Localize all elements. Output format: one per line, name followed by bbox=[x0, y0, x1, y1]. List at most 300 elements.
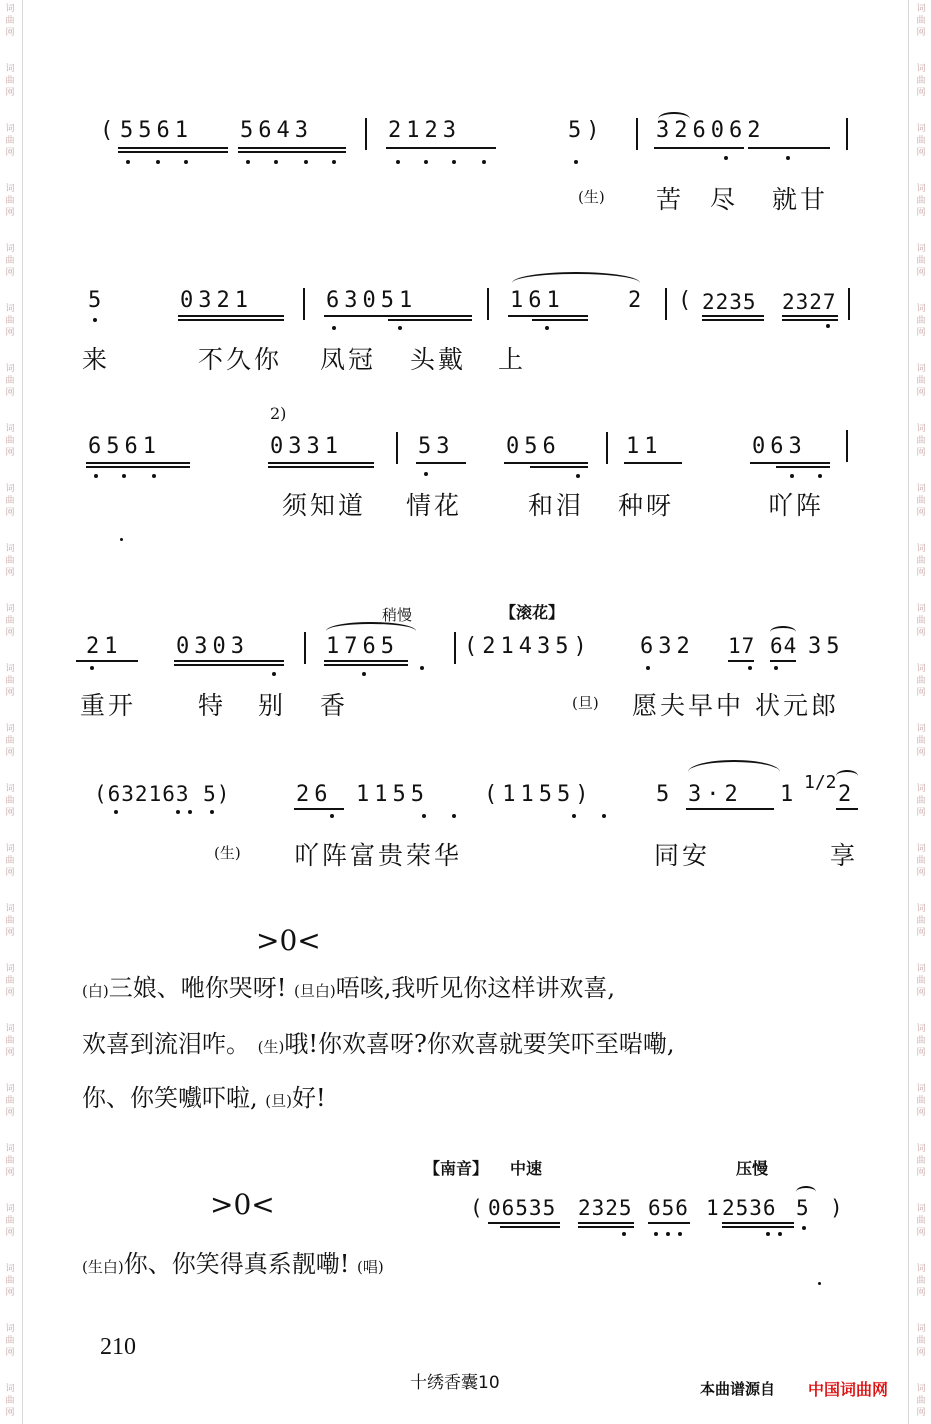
low-dot bbox=[332, 160, 336, 164]
watermark-glyph: 曲 bbox=[5, 1156, 15, 1166]
watermark-glyph: 曲 bbox=[5, 196, 15, 206]
underline bbox=[686, 808, 774, 810]
notation-group: 161 bbox=[510, 288, 565, 313]
watermark-glyph: 网 bbox=[916, 988, 926, 998]
underline bbox=[268, 466, 374, 468]
tie-arc bbox=[658, 112, 690, 126]
watermark-glyph: 词 bbox=[5, 1324, 15, 1334]
watermark-glyph: 词 bbox=[916, 124, 926, 134]
watermark-glyph: 网 bbox=[916, 808, 926, 818]
watermark-glyph: 曲 bbox=[916, 856, 926, 866]
watermark-glyph: 曲 bbox=[5, 856, 15, 866]
low-dot bbox=[274, 160, 278, 164]
low-dot bbox=[398, 326, 402, 330]
section-mark: 【南音】 bbox=[424, 1159, 489, 1178]
low-dot bbox=[94, 474, 98, 478]
underline bbox=[76, 660, 138, 662]
watermark-glyph: 网 bbox=[5, 88, 15, 98]
lyric: 吖阵富贵荣华 bbox=[294, 841, 463, 870]
lyric: 重开 bbox=[80, 691, 137, 720]
watermark-glyph: 网 bbox=[916, 868, 926, 878]
underline bbox=[324, 664, 408, 666]
watermark-glyph: 词 bbox=[916, 964, 926, 974]
notation-group: 35 bbox=[808, 634, 845, 659]
underline bbox=[174, 660, 284, 662]
notation-group: ( bbox=[470, 1196, 484, 1220]
watermark-glyph: 曲 bbox=[5, 376, 15, 386]
separator-marker: >0< bbox=[256, 924, 321, 957]
watermark-glyph: 曲 bbox=[916, 196, 926, 206]
low-dot bbox=[362, 672, 366, 676]
low-dot bbox=[452, 814, 456, 818]
watermark-glyph: 词 bbox=[916, 1264, 926, 1274]
notation-group: 6561 bbox=[88, 434, 161, 459]
watermark-glyph: 网 bbox=[5, 688, 15, 698]
notation-group: 5 bbox=[796, 1196, 810, 1220]
notation-group: 0303 bbox=[176, 634, 249, 659]
notation-group: 3·2 bbox=[688, 782, 743, 807]
low-dot bbox=[424, 160, 428, 164]
notation-group: 21 bbox=[86, 634, 123, 659]
watermark-glyph: 词 bbox=[5, 184, 15, 194]
prose-line-4 bbox=[82, 1250, 384, 1281]
low-dot bbox=[778, 1232, 782, 1236]
barline bbox=[846, 118, 848, 150]
watermark-glyph: 网 bbox=[916, 568, 926, 578]
watermark-glyph: 曲 bbox=[5, 16, 15, 26]
watermark-glyph: 曲 bbox=[916, 436, 926, 446]
low-dot bbox=[666, 1232, 670, 1236]
notation-group: 1155 bbox=[356, 782, 429, 807]
barline bbox=[365, 118, 367, 150]
low-dot bbox=[93, 318, 97, 322]
notation-group: 2327 bbox=[782, 290, 837, 314]
low-dot bbox=[176, 810, 180, 814]
underline bbox=[174, 664, 284, 666]
underline bbox=[648, 1222, 690, 1224]
lyric: 头戴 bbox=[410, 345, 467, 374]
underline bbox=[238, 151, 346, 153]
low-dot bbox=[90, 666, 94, 670]
watermark-glyph: 网 bbox=[916, 508, 926, 518]
lyric: 香 bbox=[320, 691, 349, 720]
low-dot bbox=[678, 1232, 682, 1236]
notation-group: 5) bbox=[568, 118, 605, 143]
watermark-glyph: 词 bbox=[5, 244, 15, 254]
underline bbox=[654, 147, 744, 149]
watermark-glyph: 词 bbox=[916, 484, 926, 494]
watermark-glyph: 曲 bbox=[916, 1096, 926, 1106]
watermark-glyph: 网 bbox=[5, 928, 15, 938]
underline bbox=[722, 1226, 794, 1228]
lyric: 来 bbox=[82, 345, 111, 374]
role-label: (唱) bbox=[357, 1258, 384, 1276]
watermark-glyph: 词 bbox=[916, 1384, 926, 1394]
low-dot bbox=[826, 324, 830, 328]
watermark-glyph: 网 bbox=[916, 328, 926, 338]
watermark-glyph: 词 bbox=[5, 904, 15, 914]
dialogue-text: 哦!你欢喜呀?你欢喜就要笑吓至啱嘞, bbox=[284, 1030, 675, 1058]
watermark-glyph: 曲 bbox=[916, 1036, 926, 1046]
watermark-glyph: 曲 bbox=[5, 316, 15, 326]
lyric: 特 bbox=[198, 691, 227, 720]
watermark-glyph: 网 bbox=[916, 928, 926, 938]
watermark-glyph: 网 bbox=[5, 1168, 15, 1178]
watermark-glyph: 词 bbox=[916, 1324, 926, 1334]
lyric: 上 bbox=[498, 345, 527, 374]
notation-group: 5 bbox=[656, 782, 675, 807]
dialogue-text: 好! bbox=[292, 1084, 326, 1112]
watermark-glyph: 曲 bbox=[916, 676, 926, 686]
lyric: 须知道 bbox=[282, 491, 367, 520]
watermark-glyph: 曲 bbox=[5, 736, 15, 746]
watermark-glyph: 网 bbox=[916, 1348, 926, 1358]
watermark-glyph: 曲 bbox=[916, 316, 926, 326]
lyric: 尽 bbox=[710, 185, 739, 214]
watermark-glyph: 词 bbox=[916, 784, 926, 794]
watermark-glyph: 词 bbox=[916, 544, 926, 554]
lyric: 别 bbox=[258, 691, 287, 720]
watermark-glyph: 曲 bbox=[5, 1036, 15, 1046]
low-dot bbox=[602, 814, 606, 818]
watermark-glyph: 网 bbox=[5, 868, 15, 878]
notation-group: ( bbox=[678, 288, 697, 313]
low-dot bbox=[422, 814, 426, 818]
open-paren: ( bbox=[100, 118, 119, 143]
notation-group: 326062 bbox=[656, 118, 766, 143]
watermark-glyph: 词 bbox=[5, 1144, 15, 1154]
watermark-glyph: 网 bbox=[916, 628, 926, 638]
watermark-glyph: 网 bbox=[916, 388, 926, 398]
watermark-glyph: 网 bbox=[916, 1108, 926, 1118]
section-mark: 【滚花】 bbox=[500, 603, 565, 622]
lyric: 同安 bbox=[654, 841, 711, 870]
underline bbox=[748, 147, 830, 149]
low-dot bbox=[482, 160, 486, 164]
barline bbox=[396, 432, 398, 464]
barline bbox=[665, 288, 667, 320]
watermark-glyph: 网 bbox=[916, 1168, 926, 1178]
lyric: 凤冠 bbox=[320, 345, 377, 374]
watermark-glyph: 网 bbox=[5, 628, 15, 638]
underline bbox=[178, 319, 284, 321]
notation-group: 64 bbox=[770, 634, 798, 658]
notation-group: (632163 5) bbox=[94, 782, 231, 806]
watermark-glyph: 网 bbox=[916, 1408, 926, 1418]
underline bbox=[578, 1226, 634, 1228]
notation-group: 53 bbox=[418, 434, 455, 459]
underline bbox=[118, 147, 228, 149]
watermark-glyph: 词 bbox=[5, 4, 15, 14]
watermark-glyph: 词 bbox=[916, 1084, 926, 1094]
dialogue-text: 欢喜到流泪咋。 bbox=[82, 1030, 250, 1058]
low-dot bbox=[790, 474, 794, 478]
watermark-glyph: 词 bbox=[916, 1024, 926, 1034]
watermark-glyph: 曲 bbox=[916, 736, 926, 746]
notation-group: 1 bbox=[706, 1196, 720, 1220]
watermark-glyph: 词 bbox=[916, 424, 926, 434]
watermark-glyph: 曲 bbox=[5, 916, 15, 926]
low-dot bbox=[748, 666, 752, 670]
watermark-glyph: 词 bbox=[916, 64, 926, 74]
watermark-glyph: 词 bbox=[5, 484, 15, 494]
watermark-glyph: 曲 bbox=[5, 436, 15, 446]
watermark-glyph: 词 bbox=[916, 4, 926, 14]
notation-group: 656 bbox=[648, 1196, 689, 1220]
lyric: 享 bbox=[830, 841, 859, 870]
watermark-glyph: 网 bbox=[5, 508, 15, 518]
watermark-glyph: 网 bbox=[916, 1288, 926, 1298]
watermark-glyph: 词 bbox=[5, 1204, 15, 1214]
source-label: 本曲谱源自 bbox=[700, 1380, 776, 1398]
watermark-glyph: 网 bbox=[916, 268, 926, 278]
watermark-glyph: 曲 bbox=[916, 1396, 926, 1406]
barline bbox=[454, 632, 456, 664]
dialogue-text: 三娘、咃你哭呀! bbox=[108, 974, 287, 1002]
watermark-glyph: 词 bbox=[916, 844, 926, 854]
lyric: 愿夫早中 状元郎 bbox=[632, 691, 839, 720]
watermark-glyph: 词 bbox=[916, 724, 926, 734]
low-dot bbox=[724, 156, 728, 160]
watermark-glyph: 网 bbox=[916, 208, 926, 218]
watermark-glyph: 网 bbox=[5, 1348, 15, 1358]
underline bbox=[508, 315, 588, 317]
barline bbox=[487, 288, 489, 320]
notation-group: 2123 bbox=[388, 118, 461, 143]
watermark-glyph: 网 bbox=[5, 208, 15, 218]
low-dot bbox=[332, 326, 336, 330]
low-dot bbox=[818, 474, 822, 478]
underline bbox=[836, 808, 858, 810]
barline bbox=[303, 288, 305, 320]
watermark-glyph: 词 bbox=[5, 604, 15, 614]
low-dot bbox=[152, 474, 156, 478]
underline bbox=[294, 808, 344, 810]
watermark-glyph: 网 bbox=[5, 1408, 15, 1418]
barline bbox=[636, 118, 638, 150]
underline bbox=[238, 147, 346, 149]
watermark-glyph: 曲 bbox=[916, 1216, 926, 1226]
page-number: 210 bbox=[100, 1334, 136, 1360]
low-dot bbox=[424, 472, 428, 476]
watermark-glyph: 词 bbox=[916, 1204, 926, 1214]
watermark-glyph: 曲 bbox=[916, 16, 926, 26]
low-dot bbox=[774, 666, 778, 670]
underline bbox=[702, 315, 764, 317]
low-dot bbox=[396, 160, 400, 164]
low-dot bbox=[802, 1226, 806, 1230]
notation-group: 26 bbox=[296, 782, 333, 807]
watermark-glyph: 词 bbox=[5, 724, 15, 734]
notation-group: (1155) bbox=[484, 782, 594, 807]
notation-group: 5 bbox=[88, 288, 107, 313]
notation-group: 5561 bbox=[120, 118, 193, 143]
watermark-glyph: 曲 bbox=[5, 616, 15, 626]
watermark-glyph: 词 bbox=[5, 64, 15, 74]
tempo-mark: 中速 bbox=[510, 1159, 543, 1178]
watermark-glyph: 词 bbox=[916, 244, 926, 254]
watermark-glyph: 词 bbox=[5, 964, 15, 974]
low-dot bbox=[156, 160, 160, 164]
watermark-glyph: 曲 bbox=[5, 136, 15, 146]
low-dot bbox=[545, 326, 549, 330]
watermark-glyph: 网 bbox=[5, 808, 15, 818]
notation-group: 2 bbox=[838, 782, 857, 807]
watermark-glyph: 词 bbox=[5, 1084, 15, 1094]
watermark-glyph: 网 bbox=[916, 28, 926, 38]
watermark-glyph: 曲 bbox=[916, 496, 926, 506]
lyric: 种呀 bbox=[618, 491, 675, 520]
notation-group: 632 bbox=[640, 634, 695, 659]
watermark-glyph: 曲 bbox=[916, 76, 926, 86]
prose-line-1 bbox=[82, 974, 615, 1005]
underline bbox=[324, 315, 472, 317]
fermata-arc bbox=[836, 770, 858, 782]
watermark-glyph: 曲 bbox=[5, 1336, 15, 1346]
watermark-glyph: 网 bbox=[916, 88, 926, 98]
notation-group: 0321 bbox=[180, 288, 253, 313]
watermark-glyph: 网 bbox=[5, 148, 15, 158]
watermark-glyph: 曲 bbox=[916, 556, 926, 566]
notation-group: 2536 bbox=[722, 1196, 777, 1220]
dialogue-text: 你、你笑得真系靓嘞! bbox=[123, 1250, 350, 1278]
underline bbox=[728, 660, 754, 662]
notation-group: 06535 bbox=[488, 1196, 557, 1220]
watermark-glyph: 网 bbox=[5, 1108, 15, 1118]
watermark-glyph: 网 bbox=[916, 1048, 926, 1058]
watermark-glyph: 曲 bbox=[916, 796, 926, 806]
watermark-glyph: 曲 bbox=[916, 376, 926, 386]
low-dot bbox=[654, 1232, 658, 1236]
underline bbox=[416, 462, 466, 464]
watermark-glyph: 网 bbox=[916, 448, 926, 458]
watermark-glyph: 曲 bbox=[5, 1216, 15, 1226]
dialogue-text: 唔咳,我听见你这样讲欢喜, bbox=[335, 974, 615, 1002]
underline bbox=[86, 466, 190, 468]
speck bbox=[120, 538, 123, 541]
notation-group: 5643 bbox=[240, 118, 313, 143]
underline bbox=[578, 1222, 634, 1224]
underline bbox=[782, 319, 838, 321]
low-dot bbox=[210, 810, 214, 814]
watermark-glyph: 词 bbox=[916, 1144, 926, 1154]
watermark-glyph: 曲 bbox=[5, 1396, 15, 1406]
watermark-glyph: 曲 bbox=[916, 1276, 926, 1286]
grace-note: 1/2 bbox=[804, 772, 837, 793]
low-dot bbox=[574, 160, 578, 164]
notation-group: 2235 bbox=[702, 290, 757, 314]
barline bbox=[846, 430, 848, 462]
watermark-glyph: 网 bbox=[916, 1228, 926, 1238]
underline bbox=[532, 319, 588, 321]
watermark-glyph: 网 bbox=[5, 28, 15, 38]
low-dot bbox=[330, 814, 334, 818]
role-label: (白) bbox=[82, 982, 109, 1000]
watermark-glyph: 曲 bbox=[916, 616, 926, 626]
underline bbox=[750, 462, 830, 464]
watermark-glyph: 词 bbox=[5, 1384, 15, 1394]
watermark-glyph: 曲 bbox=[5, 676, 15, 686]
watermark-glyph: 词 bbox=[5, 424, 15, 434]
watermark-glyph: 词 bbox=[916, 904, 926, 914]
watermark-glyph: 曲 bbox=[916, 1336, 926, 1346]
tempo-mark: 压慢 bbox=[736, 1159, 769, 1178]
watermark-glyph: 词 bbox=[5, 784, 15, 794]
low-dot bbox=[188, 810, 192, 814]
underline bbox=[178, 315, 284, 317]
barline bbox=[606, 432, 608, 464]
watermark-glyph: 词 bbox=[5, 124, 15, 134]
notation-group: 063 bbox=[752, 434, 807, 459]
low-dot bbox=[420, 666, 424, 670]
underline bbox=[770, 660, 796, 662]
lyric: 吖阵 bbox=[768, 491, 825, 520]
speck bbox=[818, 1282, 821, 1285]
role-label: (生) bbox=[214, 844, 241, 862]
watermark-glyph: 曲 bbox=[5, 976, 15, 986]
role-label: (生白) bbox=[82, 1258, 124, 1276]
watermark-glyph: 词 bbox=[916, 304, 926, 314]
notation-group: 2 bbox=[628, 288, 647, 313]
watermark-glyph: 曲 bbox=[5, 256, 15, 266]
underline bbox=[488, 1222, 560, 1224]
underline bbox=[530, 466, 588, 468]
lyric: 苦 bbox=[656, 185, 685, 214]
watermark-glyph: 网 bbox=[5, 268, 15, 278]
low-dot bbox=[246, 160, 250, 164]
watermark-glyph: 网 bbox=[5, 1048, 15, 1058]
underline bbox=[118, 151, 228, 153]
watermark-glyph: 词 bbox=[5, 844, 15, 854]
watermark-glyph: 曲 bbox=[916, 976, 926, 986]
low-dot bbox=[646, 666, 650, 670]
prose-line-3 bbox=[82, 1084, 326, 1115]
watermark-glyph: 网 bbox=[5, 568, 15, 578]
notation-group: 11 bbox=[626, 434, 663, 459]
watermark-glyph: 词 bbox=[5, 364, 15, 374]
watermark-glyph: 词 bbox=[5, 664, 15, 674]
role-label: (旦) bbox=[265, 1092, 292, 1110]
watermark-glyph: 网 bbox=[5, 988, 15, 998]
role-label: (生) bbox=[578, 188, 605, 206]
tempo-mark: 稍慢 bbox=[382, 606, 413, 624]
role-label: (生) bbox=[257, 1038, 285, 1056]
watermark-glyph: 网 bbox=[916, 748, 926, 758]
watermark-glyph: 曲 bbox=[916, 256, 926, 266]
watermark-glyph: 网 bbox=[916, 148, 926, 158]
watermark-glyph: 曲 bbox=[916, 136, 926, 146]
low-dot bbox=[766, 1232, 770, 1236]
underline bbox=[86, 462, 190, 464]
underline bbox=[782, 315, 838, 317]
watermark-glyph: 词 bbox=[916, 184, 926, 194]
watermark-glyph: 曲 bbox=[5, 1096, 15, 1106]
low-dot bbox=[622, 1232, 626, 1236]
underline bbox=[722, 1222, 794, 1224]
low-dot bbox=[572, 814, 576, 818]
watermark-glyph: 曲 bbox=[916, 916, 926, 926]
underline bbox=[386, 147, 496, 149]
notation-group: 63051 bbox=[326, 288, 418, 313]
watermark-glyph: 网 bbox=[5, 1288, 15, 1298]
prose-line-2 bbox=[82, 1030, 675, 1061]
underline bbox=[702, 319, 764, 321]
watermark-glyph: 词 bbox=[916, 604, 926, 614]
underline bbox=[324, 660, 408, 662]
watermark-glyph: 曲 bbox=[5, 496, 15, 506]
barline bbox=[304, 632, 306, 664]
underline bbox=[504, 462, 588, 464]
